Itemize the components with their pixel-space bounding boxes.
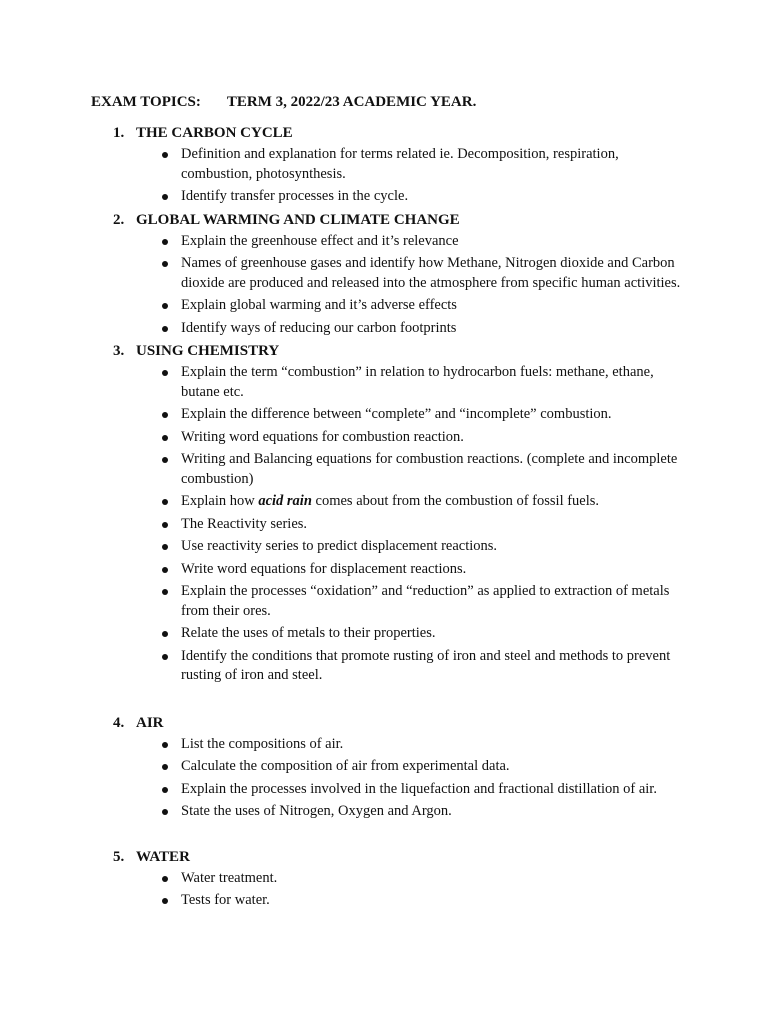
bullet-icon xyxy=(162,809,168,815)
section-number: 1. xyxy=(113,125,125,141)
bullet-icon xyxy=(162,589,168,595)
list-item-text: Writing word equations for combustion reaction. xyxy=(181,428,464,445)
section-title-text: AIR xyxy=(136,714,164,731)
list-item xyxy=(181,891,681,911)
list-item-text: Names of greenhouse gases and identify how Methane, Nitrogen dioxide and Carbon dioxide are produced and released into the atmosphere from specific human activities. xyxy=(181,255,681,291)
bullet-icon xyxy=(162,787,168,793)
list-item xyxy=(181,145,681,184)
section-title xyxy=(113,210,768,230)
list-item-text: Water treatment. xyxy=(181,869,278,886)
list-item xyxy=(181,624,681,644)
bullet-icon xyxy=(162,544,168,550)
list-item xyxy=(181,869,681,889)
section-title-text: USING CHEMISTRY xyxy=(136,343,280,359)
section-title-text: GLOBAL WARMING AND CLIMATE CHANGE xyxy=(136,211,460,228)
list-item-text: Tests for water. xyxy=(181,892,270,908)
bullet-icon xyxy=(162,654,168,660)
bullet-icon xyxy=(162,412,168,418)
list-item xyxy=(181,187,681,207)
list-item-text: Identify the conditions that promote rusting of iron and steel and methods to prevent rusting of iron and steel. xyxy=(181,647,671,683)
list-item-text: Use reactivity series to predict displacement reactions. xyxy=(181,538,498,554)
bullet-list xyxy=(0,363,768,686)
list-item xyxy=(181,757,681,777)
section-number: 5. xyxy=(113,848,125,865)
list-item xyxy=(181,319,681,339)
bullet-icon xyxy=(162,435,168,441)
bullet-list xyxy=(0,869,768,911)
bullet-icon xyxy=(162,303,168,309)
list-item-text: State the uses of Nitrogen, Oxygen and Argon. xyxy=(181,803,452,819)
section-title xyxy=(113,713,768,733)
list-item xyxy=(181,232,681,252)
list-item xyxy=(181,560,681,580)
list-item-text: comes about from the combustion of fossil fuels. xyxy=(311,493,600,509)
list-item xyxy=(181,735,681,755)
list-item xyxy=(181,428,681,448)
list-item-text: Definition and explanation for terms related ie. Decomposition, respiration, combustion, photosynthesis. xyxy=(181,146,619,182)
list-item-text: The Reactivity series. xyxy=(181,515,308,532)
list-item xyxy=(181,492,681,512)
bullet-icon xyxy=(162,261,168,267)
list-item xyxy=(181,296,681,316)
bullet-list xyxy=(0,735,768,822)
bullet-icon xyxy=(162,239,168,245)
list-item xyxy=(181,515,681,535)
list-item xyxy=(181,450,681,489)
section-title xyxy=(113,123,768,143)
header-label: EXAM TOPICS: xyxy=(91,94,201,110)
list-item xyxy=(181,780,681,800)
list-item-text: Relate the uses of metals to their properties. xyxy=(181,625,436,641)
list-item xyxy=(181,363,681,402)
bullet-icon xyxy=(162,631,168,637)
section-title-text: THE CARBON CYCLE xyxy=(136,125,293,141)
bullet-icon xyxy=(162,152,168,158)
section-2 xyxy=(0,210,768,339)
bullet-icon xyxy=(162,326,168,332)
header-term: TERM 3, 2022/23 ACADEMIC YEAR. xyxy=(226,94,477,110)
bullet-icon xyxy=(162,876,168,882)
bullet-list xyxy=(0,145,768,207)
list-item-text: Identify ways of reducing our carbon footprints xyxy=(181,319,457,336)
list-item-text: Explain the difference between “complete” and “incomplete” combustion. xyxy=(181,406,612,422)
list-item xyxy=(181,647,681,686)
list-item xyxy=(181,405,681,425)
bullet-icon xyxy=(162,194,168,200)
list-item-text: Writing and Balancing equations for combustion reactions. (complete and incomplete combustion) xyxy=(181,451,678,487)
bullet-icon xyxy=(162,522,168,528)
list-item-text: Write word equations for displacement reactions. xyxy=(181,560,467,577)
list-item-text: Explain the processes involved in the liquefaction and fractional distillation of air. xyxy=(181,780,657,797)
list-item-text: Calculate the composition of air from experimental data. xyxy=(181,758,510,774)
bullet-icon xyxy=(162,764,168,770)
section-number: 3. xyxy=(113,343,125,359)
list-item-text: Explain global warming and it’s adverse effects xyxy=(181,297,457,313)
list-item-text: Explain how xyxy=(181,493,259,509)
topic-sections xyxy=(0,123,768,914)
emphasis-text: acid rain xyxy=(258,493,312,509)
section-5 xyxy=(0,847,768,911)
list-item xyxy=(181,254,681,293)
section-title-text: WATER xyxy=(136,848,190,865)
section-spacer xyxy=(0,689,768,713)
section-title xyxy=(113,847,768,867)
bullet-icon xyxy=(162,898,168,904)
list-item xyxy=(181,802,681,822)
bullet-icon xyxy=(162,499,168,505)
bullet-icon xyxy=(162,457,168,463)
bullet-icon xyxy=(162,567,168,573)
section-number: 2. xyxy=(113,211,125,228)
section-4 xyxy=(0,713,768,822)
bullet-icon xyxy=(162,742,168,748)
section-3 xyxy=(0,341,768,686)
section-title xyxy=(113,341,768,361)
list-item-text: List the compositions of air. xyxy=(181,735,344,752)
list-item-text: Explain the processes “oxidation” and “reduction” as applied to extraction of metals from their ores. xyxy=(181,583,670,619)
list-item-text: Explain the greenhouse effect and it’s relevance xyxy=(181,232,459,249)
section-spacer xyxy=(0,825,768,847)
document-header xyxy=(91,94,476,111)
section-1 xyxy=(0,123,768,207)
list-item xyxy=(181,582,681,621)
list-item xyxy=(181,537,681,557)
section-number: 4. xyxy=(113,714,125,731)
bullet-icon xyxy=(162,370,168,376)
list-item-text: Identify transfer processes in the cycle. xyxy=(181,188,409,204)
list-item-text: Explain the term “combustion” in relation to hydrocarbon fuels: methane, ethane, butane etc. xyxy=(181,364,654,400)
bullet-list xyxy=(0,232,768,339)
